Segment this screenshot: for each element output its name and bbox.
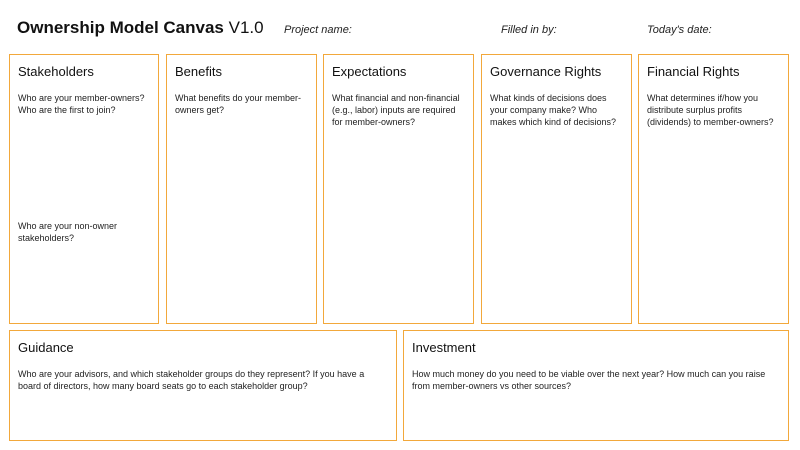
investment-question: How much money do you need to be viable over the next year? How much can you raise from member-owners vs other sources? — [412, 369, 766, 391]
governance-rights-title: Governance Rights — [490, 64, 602, 79]
expectations-question: What financial and non-financial (e.g., labor) inputs are required for member-owners? — [332, 93, 460, 127]
stakeholders-box — [9, 54, 159, 324]
stakeholders-title: Stakeholders — [18, 64, 94, 79]
canvas-header — [17, 18, 787, 42]
investment-title: Investment — [412, 340, 476, 355]
expectations-box — [323, 54, 474, 324]
benefits-box — [166, 54, 317, 324]
title-version: V1.0 — [228, 18, 264, 37]
filled-in-by-label: Filled in by: — [501, 24, 557, 36]
stakeholders-question-owners: Who are your member-owners? Who are the first to join? — [18, 93, 145, 115]
todays-date-label: Today's date: — [647, 24, 712, 36]
guidance-title: Guidance — [18, 340, 74, 355]
expectations-title: Expectations — [332, 64, 407, 79]
page-title — [17, 18, 264, 38]
benefits-title: Benefits — [175, 64, 222, 79]
financial-rights-title: Financial Rights — [647, 64, 740, 79]
guidance-box — [9, 330, 397, 441]
financial-rights-question: What determines if/how you distribute surplus profits (dividends) to member-owners? — [647, 93, 774, 127]
title-text: Ownership Model Canvas — [17, 18, 224, 37]
guidance-question: Who are your advisors, and which stakeholder groups do they represent? If you have a board of directors, how many board seats go to each stakeholder group? — [18, 369, 365, 391]
stakeholders-question-non-owners: Who are your non-owner stakeholders? — [18, 221, 118, 243]
project-name-label: Project name: — [284, 24, 352, 36]
financial-rights-box — [638, 54, 789, 324]
governance-rights-box — [481, 54, 632, 324]
investment-box — [403, 330, 789, 441]
benefits-question: What benefits do your member-owners get? — [175, 93, 302, 115]
governance-rights-question: What kinds of decisions does your company make? Who makes which kind of decisions? — [490, 93, 617, 127]
